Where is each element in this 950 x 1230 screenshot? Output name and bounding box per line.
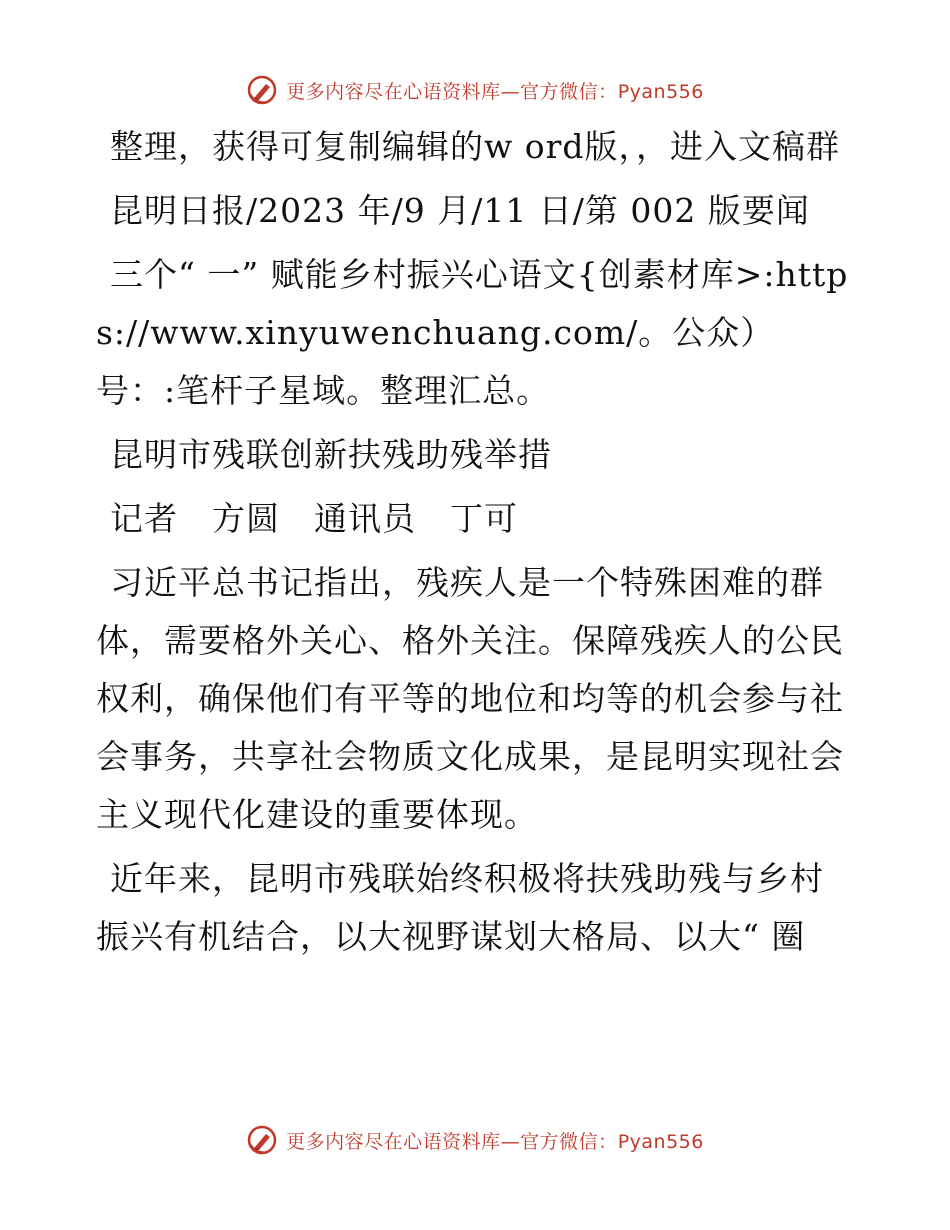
watermark-text <box>286 77 704 104</box>
paragraph-body-1: 习近平总书记指出，残疾人是一个特殊困难的群体，需要格外关心、格外关注。保障残疾人的公民权利，确保他们有平等的地位和均等的机会参与社会事务，共享社会物质文化成果，是昆明实现社会主义现代化建设的重要体现。 <box>96 563 844 834</box>
paragraph-source: 昆明日报/2023 年/9 月/11 日/第 002 版要闻 <box>110 191 810 230</box>
paragraph-intro: 整理，获得可复制编辑的w ord版，，进入文稿群 <box>110 127 841 166</box>
watermark-official-label: 官方微信： <box>520 1130 618 1153</box>
watermark-site: 更多内容尽在心语资料库 <box>286 1130 501 1153</box>
paragraph-title-line: 三个“ 一” 赋能乡村振兴心语文{创素材库>:https://www.xinyuwenchuang.com/。公众）号：:笔杆子星域。整理汇总。 <box>96 255 849 410</box>
watermark-official-label: 官方微信： <box>520 80 618 103</box>
document-body <box>96 118 850 972</box>
pen-logo-icon <box>246 74 278 106</box>
watermark-wechat-id: Pyan556 <box>617 80 704 103</box>
watermark-separator: — <box>500 1130 521 1153</box>
pen-logo-icon <box>246 1124 278 1156</box>
footer-watermark-banner <box>0 1120 950 1160</box>
paragraph-headline: 昆明市残联创新扶残助残举措 <box>110 435 552 474</box>
watermark-wechat-id: Pyan556 <box>617 1130 704 1153</box>
paragraph-byline: 记者 方圆 通讯员 丁可 <box>110 499 518 538</box>
watermark-separator: — <box>500 80 521 103</box>
watermark-site: 更多内容尽在心语资料库 <box>286 80 501 103</box>
header-watermark-banner <box>0 70 950 110</box>
watermark-text <box>286 1127 704 1154</box>
paragraph-body-2: 近年来，昆明市残联始终积极将扶残助残与乡村振兴有机结合，以大视野谋划大格局、以大“ 圈 <box>96 859 824 956</box>
